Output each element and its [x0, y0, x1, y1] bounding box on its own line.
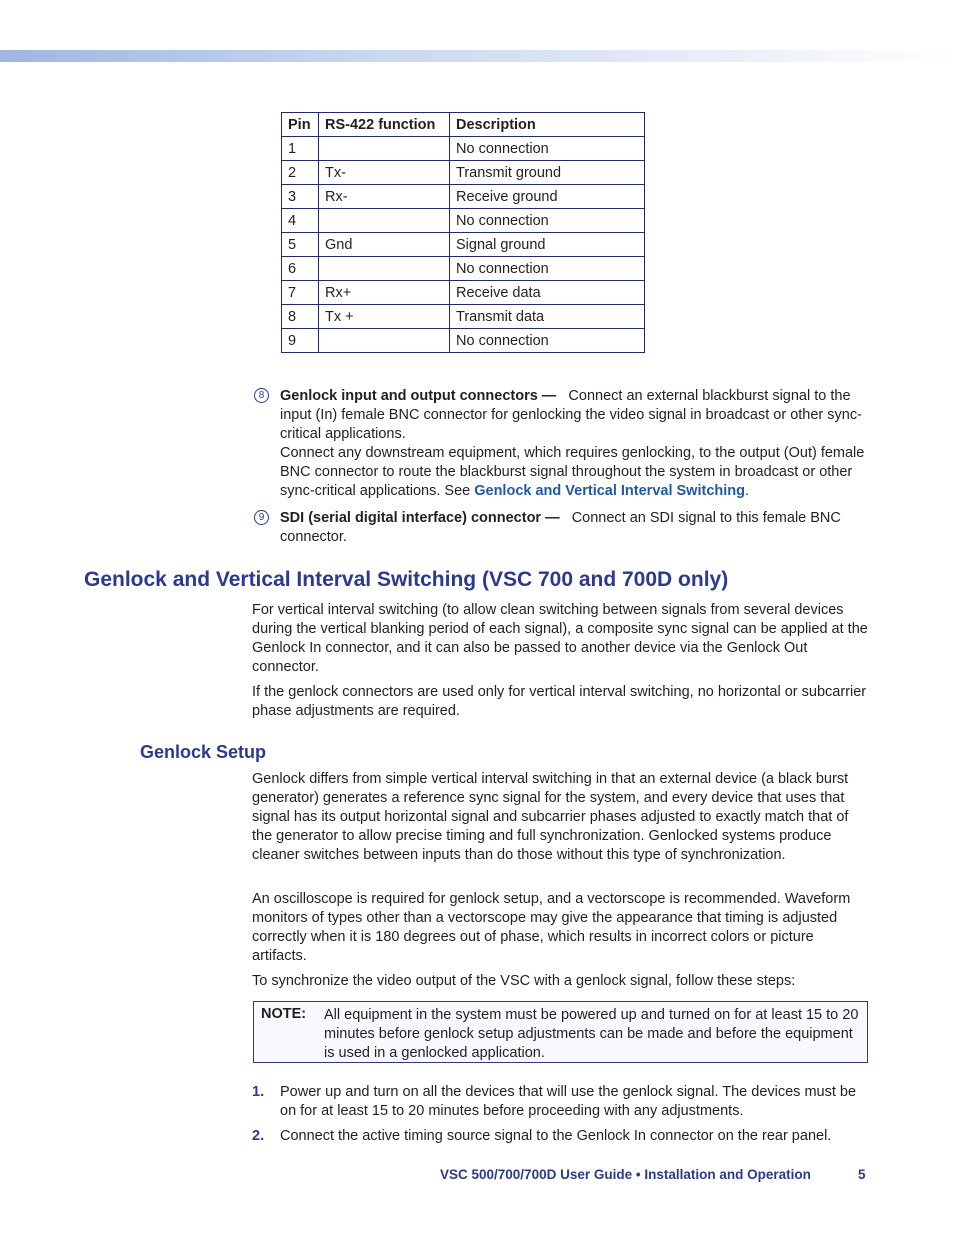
- genlock-connectors-desc-2: [280, 444, 872, 501]
- table-header-row: [282, 113, 645, 137]
- table-row: [282, 281, 645, 305]
- cell-function: Rx+: [319, 281, 450, 305]
- cell-function: Tx-: [319, 161, 450, 185]
- cell-description: No connection: [450, 329, 645, 353]
- item-text: .: [744, 483, 750, 499]
- subsection-heading: Genlock Setup: [140, 742, 267, 762]
- item-title: Genlock input and output connectors —: [280, 388, 557, 404]
- cell-description: Transmit data: [450, 305, 645, 329]
- cell-description: No connection: [450, 257, 645, 281]
- cell-function: [319, 257, 450, 281]
- table-row: [282, 185, 645, 209]
- sdi-connector-item: [258, 509, 872, 547]
- cell-description: Receive data: [450, 281, 645, 305]
- table-row: [282, 209, 645, 233]
- note-label: NOTE:: [261, 1006, 307, 1022]
- subsection-paragraph: To synchronize the video output of the VSC with a genlock signal, follow these steps:: [252, 973, 796, 989]
- page-number: 5: [858, 1167, 866, 1182]
- section-paragraph: If the genlock connectors are used only for vertical interval switching, no horizontal or subcarrier phase adjustments are required.: [252, 684, 867, 719]
- cell-pin: 5: [282, 233, 319, 257]
- header-band: [0, 50, 954, 62]
- note-box: [253, 1001, 868, 1063]
- section-paragraph: For vertical interval switching (to allow clean switching between signals from several devices during the vertical blanking period of each signal), a composite sync signal can be applied at the Genlock In connector, and it can also be passed to another device via the Genlock Out connector.: [252, 602, 868, 675]
- item-title: SDI (serial digital interface) connector —: [280, 510, 560, 526]
- col-header-pin: Pin: [282, 113, 319, 137]
- cell-pin: 4: [282, 209, 319, 233]
- subsection-paragraph: Genlock differs from simple vertical interval switching in that an external device (a black burst generator) generates a reference sync signal for the system, and every device that uses that signal has its output horizontal signal and subcarrier phases adjusted to exactly match that of the generator to allow precise timing and full synchronization. Genlocked systems produce cleaner switches between inputs than do those without this type of synchronization.: [252, 771, 849, 863]
- table-row: [282, 233, 645, 257]
- cell-pin: 9: [282, 329, 319, 353]
- step-number: 1.: [252, 1084, 265, 1100]
- cell-description: Signal ground: [450, 233, 645, 257]
- subsection-paragraph: An oscilloscope is required for genlock setup, and a vectorscope is recommended. Waveform monitors of types other than a vectorscope may give the appearance that timing is adjusted correctly when it is 180 degrees out of phase, which results in incorrect colors or picture artifacts.: [252, 891, 851, 964]
- footer-title: VSC 500/700/700D User Guide • Installation and Operation: [440, 1167, 811, 1182]
- table-row: [282, 305, 645, 329]
- cell-function: Gnd: [319, 233, 450, 257]
- cell-description: Transmit ground: [450, 161, 645, 185]
- pin-assignment-table: [281, 112, 645, 353]
- cell-function: Rx-: [319, 185, 450, 209]
- cell-function: Tx +: [319, 305, 450, 329]
- cell-pin: 2: [282, 161, 319, 185]
- callout-badge-8: 8: [254, 388, 269, 403]
- step-text: Power up and turn on all the devices that will use the genlock signal. The devices must be on for at least 15 to 20 minutes before proceeding with any adjustments.: [280, 1084, 857, 1119]
- cross-reference-link[interactable]: Genlock and Vertical Interval Switching: [474, 483, 745, 499]
- cell-description: Receive ground: [450, 185, 645, 209]
- col-header-description: Description: [450, 113, 645, 137]
- genlock-connectors-item: [258, 387, 872, 501]
- cell-description: No connection: [450, 137, 645, 161]
- genlock-connectors-desc: [280, 387, 872, 444]
- cell-description: No connection: [450, 209, 645, 233]
- cell-function: [319, 329, 450, 353]
- table-row: [282, 257, 645, 281]
- note-text: All equipment in the system must be powered up and turned on for at least 15 to 20 minutes before genlock setup adjustments can be made and before the equipment is used in a genlocked application.: [324, 1007, 859, 1061]
- cell-pin: 3: [282, 185, 319, 209]
- table-row: [282, 161, 645, 185]
- cell-pin: 8: [282, 305, 319, 329]
- section-heading: Genlock and Vertical Interval Switching (VSC 700 and 700D only): [84, 568, 729, 591]
- cell-pin: 6: [282, 257, 319, 281]
- item-text: Connect any downstream equipment, which requires genlocking, to the output (Out) female BNC connector to route the blackburst signal throughout the system in broadcast or other sync-critical applications. See: [280, 445, 865, 499]
- col-header-function: RS-422 function: [319, 113, 450, 137]
- callout-badge-9: 9: [254, 510, 269, 525]
- item-text: Connect an SDI signal to this female BNC connector.: [280, 510, 841, 545]
- cell-function: [319, 137, 450, 161]
- table-row: [282, 329, 645, 353]
- cell-function: [319, 209, 450, 233]
- item-text: Connect an external blackburst signal to the input (In) female BNC connector for genlocking the video signal in broadcast or other sync-critical applications.: [280, 388, 862, 442]
- cell-pin: 1: [282, 137, 319, 161]
- cell-pin: 7: [282, 281, 319, 305]
- table-row: [282, 137, 645, 161]
- step-number: 2.: [252, 1128, 265, 1144]
- step-text: Connect the active timing source signal to the Genlock In connector on the rear panel.: [280, 1128, 832, 1144]
